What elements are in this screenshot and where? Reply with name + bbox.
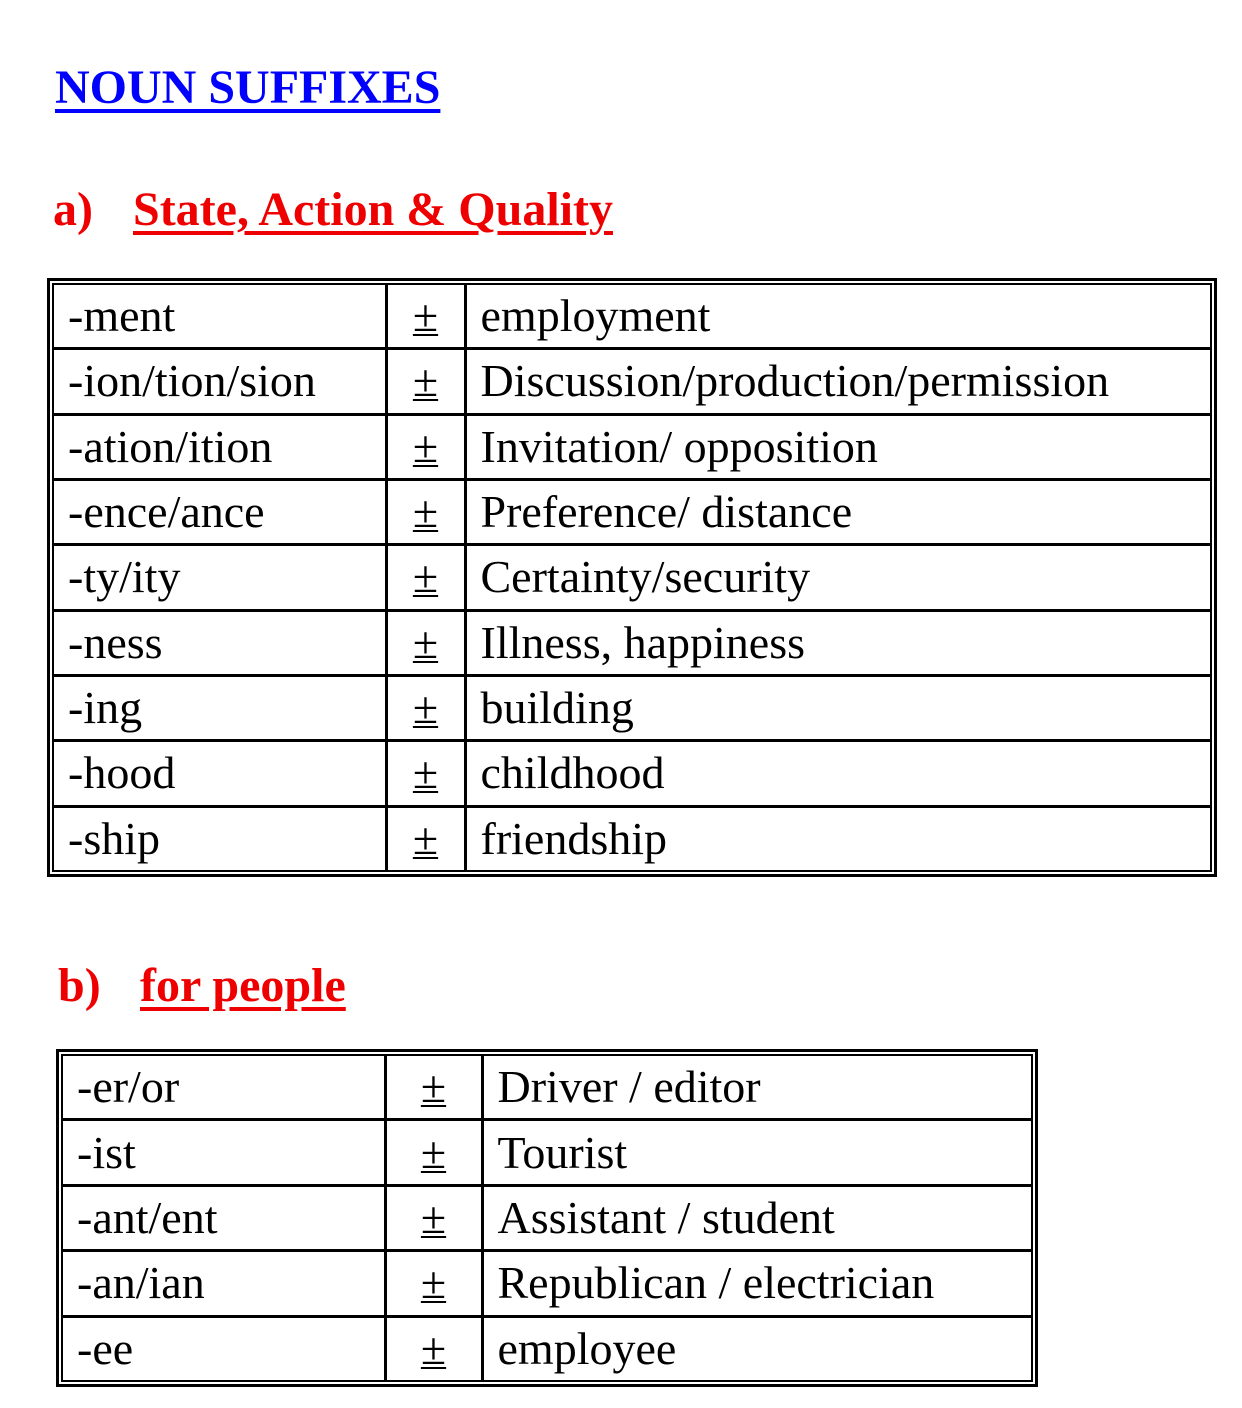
sign-cell: ± bbox=[386, 479, 465, 544]
table-row bbox=[53, 741, 1211, 806]
examples-cell: Republican / electrician bbox=[482, 1251, 1032, 1316]
section-heading-for-people bbox=[58, 956, 346, 1016]
examples-cell: Preference/ distance bbox=[465, 479, 1211, 544]
section-heading-state-action-quality bbox=[53, 180, 613, 240]
table-row bbox=[62, 1120, 1032, 1185]
section-title: State, Action & Quality bbox=[133, 183, 613, 236]
table-row bbox=[53, 349, 1211, 414]
sign-cell: ± bbox=[385, 1185, 482, 1250]
examples-cell: Discussion/production/permission bbox=[465, 349, 1211, 414]
table-body bbox=[62, 1055, 1032, 1381]
table-row bbox=[53, 610, 1211, 675]
section-marker: a) bbox=[53, 183, 93, 236]
sign-cell: ± bbox=[386, 675, 465, 740]
sign-cell: ± bbox=[386, 806, 465, 871]
table-row bbox=[62, 1251, 1032, 1316]
suffix-cell: -ant/ent bbox=[62, 1185, 385, 1250]
suffix-cell: -ty/ity bbox=[53, 545, 386, 610]
table-row bbox=[53, 479, 1211, 544]
sign-cell: ± bbox=[385, 1251, 482, 1316]
sign-cell: ± bbox=[386, 414, 465, 479]
examples-cell: friendship bbox=[465, 806, 1211, 871]
table-row bbox=[62, 1055, 1032, 1120]
sign-cell: ± bbox=[386, 545, 465, 610]
suffix-cell: -ence/ance bbox=[53, 479, 386, 544]
table-row bbox=[53, 806, 1211, 871]
table-body bbox=[53, 284, 1211, 871]
sign-cell: ± bbox=[386, 741, 465, 806]
table-row bbox=[53, 414, 1211, 479]
table-row bbox=[53, 675, 1211, 740]
table-row bbox=[53, 284, 1211, 349]
examples-cell: Assistant / student bbox=[482, 1185, 1032, 1250]
suffix-cell: -ion/tion/sion bbox=[53, 349, 386, 414]
examples-cell: employment bbox=[465, 284, 1211, 349]
examples-cell: childhood bbox=[465, 741, 1211, 806]
examples-cell: building bbox=[465, 675, 1211, 740]
suffix-cell: -ation/ition bbox=[53, 414, 386, 479]
sign-cell: ± bbox=[385, 1316, 482, 1381]
examples-cell: Illness, happiness bbox=[465, 610, 1211, 675]
suffix-cell: -an/ian bbox=[62, 1251, 385, 1316]
suffix-cell: -ee bbox=[62, 1316, 385, 1381]
sign-cell: ± bbox=[386, 349, 465, 414]
table-row bbox=[53, 545, 1211, 610]
page-title: NOUN SUFFIXES bbox=[55, 61, 441, 114]
suffix-cell: -ist bbox=[62, 1120, 385, 1185]
examples-cell: Certainty/security bbox=[465, 545, 1211, 610]
suffix-cell: -ness bbox=[53, 610, 386, 675]
table-row bbox=[62, 1316, 1032, 1381]
suffix-cell: -ing bbox=[53, 675, 386, 740]
section-marker: b) bbox=[58, 959, 101, 1012]
suffix-cell: -hood bbox=[53, 741, 386, 806]
suffix-cell: -ment bbox=[53, 284, 386, 349]
suffix-cell: -er/or bbox=[62, 1055, 385, 1120]
sign-cell: ± bbox=[385, 1055, 482, 1120]
suffix-cell: -ship bbox=[53, 806, 386, 871]
table-row bbox=[62, 1185, 1032, 1250]
examples-cell: Driver / editor bbox=[482, 1055, 1032, 1120]
sign-cell: ± bbox=[385, 1120, 482, 1185]
section-title: for people bbox=[140, 959, 346, 1012]
examples-cell: Tourist bbox=[482, 1120, 1032, 1185]
suffix-table-for-people bbox=[56, 1049, 1038, 1387]
examples-cell: employee bbox=[482, 1316, 1032, 1381]
sign-cell: ± bbox=[386, 284, 465, 349]
sign-cell: ± bbox=[386, 610, 465, 675]
suffix-table-state-action-quality bbox=[47, 278, 1217, 877]
examples-cell: Invitation/ opposition bbox=[465, 414, 1211, 479]
